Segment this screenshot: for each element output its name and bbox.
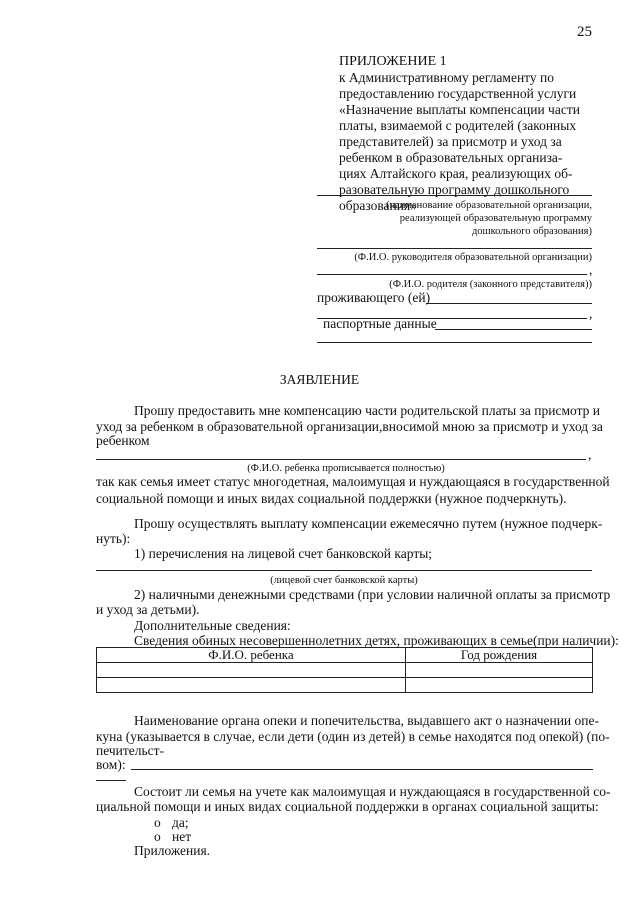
head-caption: (Ф.И.О. руководителя образовательной организации) [354, 252, 592, 263]
p1-line: ребенком [96, 433, 150, 448]
siblings-info: Сведения обиных несовершеннолетних детях, проживающих в семье(при наличии): [134, 633, 619, 648]
guardian-field-line-2[interactable] [96, 780, 126, 781]
guardian-line: печительст- [96, 743, 165, 758]
residing-line[interactable] [426, 303, 592, 304]
passport-line[interactable] [435, 329, 592, 330]
passport-line-2[interactable] [317, 342, 592, 343]
option-yes-label: да; [172, 815, 189, 830]
passport-label: паспортные данные [323, 316, 437, 331]
table-cell[interactable] [406, 663, 593, 678]
appendix-line: разовательную программу дошкольного [339, 182, 570, 197]
residing-label: проживающего (ей) [317, 290, 431, 305]
parent-name-line[interactable] [317, 274, 587, 275]
comma: , [589, 262, 593, 277]
table-cell[interactable] [97, 678, 406, 693]
appendix-line: образования» [339, 198, 417, 213]
p2-line: социальной помощи и иных видах социальной поддержки (нужное подчеркнуть). [96, 491, 567, 506]
p2-line: так как семья имеет статус многодетная, малоимущая и нуждающаяся в государственной [96, 474, 610, 489]
table-cell[interactable] [97, 663, 406, 678]
guardian-line: вом): [96, 757, 126, 772]
bullet-icon: о [154, 815, 161, 830]
card-account-line[interactable] [96, 570, 592, 571]
card-caption: (лицевой счет банковской карты) [270, 575, 418, 586]
appendix-line: предоставлению государственной услуги [339, 86, 577, 101]
statement-title: ЗАЯВЛЕНИЕ [279, 372, 360, 387]
p1-line: Прошу предоставить мне компенсацию части родительской платы за присмотр и [134, 403, 600, 418]
org-caption-line: реализующей образовательную программу [399, 213, 592, 224]
appendix-line: платы, взимаемой с родителей (законных [339, 118, 577, 133]
org-caption-line: дошкольного образования) [471, 226, 592, 237]
page-number: 25 [577, 24, 592, 40]
appendix-header [339, 54, 591, 214]
table-row [97, 663, 593, 678]
org-caption [317, 199, 592, 238]
org-name-line[interactable] [317, 195, 592, 196]
p3-line: нуть): [96, 531, 131, 546]
option-card: 1) перечисления на лицевой счет банковской карты; [134, 546, 433, 561]
parent-caption: (Ф.И.О. родителя (законного представителя)) [389, 279, 592, 290]
registry-line: циальной помощи и иных видах социальной поддержки в органах социальной защиты: [96, 799, 599, 814]
registry-line: Состоит ли семья на учете как малоимущая и нуждающаяся в государственной со- [134, 784, 611, 799]
table-header-name: Ф.И.О. ребенка [97, 648, 406, 663]
table-cell[interactable] [406, 678, 593, 693]
additional-info: Дополнительные сведения: [134, 618, 291, 633]
attachments-label: Приложения. [134, 843, 211, 858]
children-table [96, 647, 593, 693]
table-header-year: Год рождения [406, 648, 593, 663]
appendix-line: к Административному регламенту по [339, 70, 555, 85]
option-cash: и уход за детьми). [96, 602, 200, 617]
appendix-title: ПРИЛОЖЕНИЕ 1 [339, 54, 447, 69]
appendix-line: ребенком в образовательных организа- [339, 150, 563, 165]
comma: , [588, 447, 592, 462]
comma: , [589, 306, 593, 321]
bullet-icon: о [154, 829, 161, 844]
appendix-line: представителей) за присмотр и уход за [339, 134, 562, 149]
guardian-line: куна (указывается в случае, если дети (один из детей) в семье находятся под опекой) (по- [96, 729, 610, 744]
guardian-field-line[interactable] [131, 769, 593, 770]
guardian-line: Наименование органа опеки и попечительства, выдавшего акт о назначении опе- [134, 713, 599, 728]
table-header-row [97, 648, 593, 663]
child-name-line[interactable] [96, 459, 586, 460]
p3-line: Прошу осуществлять выплату компенсации ежемесячно путем (нужное подчерк- [134, 516, 603, 531]
org-caption-line: (наименование образовательной организации, [385, 200, 592, 211]
head-name-line[interactable] [317, 248, 592, 249]
p1-line: уход за ребенком в образовательной организации,вносимой мною за присмотр и уход за [96, 419, 603, 434]
option-cash: 2) наличными денежными средствами (при условии наличной оплаты за присмотр [134, 587, 611, 602]
appendix-line: циях Алтайского края, реализующих об- [339, 166, 573, 181]
option-no-label: нет [172, 829, 192, 844]
child-caption: (Ф.И.О. ребенка прописывается полностью) [247, 463, 445, 474]
table-row [97, 678, 593, 693]
appendix-line: «Назначение выплаты компенсации части [339, 102, 580, 117]
